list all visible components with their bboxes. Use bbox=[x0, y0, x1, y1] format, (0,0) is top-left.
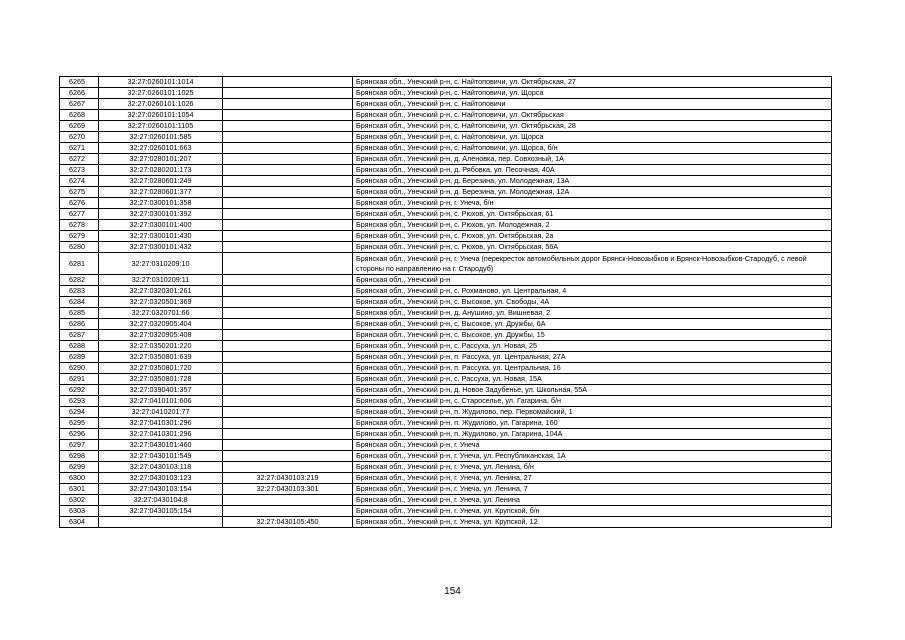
row-number-cell: 6296 bbox=[60, 429, 99, 440]
related-cadastral-number-cell bbox=[223, 209, 353, 220]
cadastral-number-cell: 32:27:0280101:207 bbox=[99, 154, 223, 165]
row-number-cell: 6303 bbox=[60, 506, 99, 517]
cadastral-number-cell: 32:27:0350801:720 bbox=[99, 363, 223, 374]
row-number-cell: 6278 bbox=[60, 220, 99, 231]
cadastral-number-cell: 32:27:0320905:408 bbox=[99, 330, 223, 341]
related-cadastral-number-cell bbox=[223, 495, 353, 506]
related-cadastral-number-cell bbox=[223, 341, 353, 352]
row-number-cell: 6268 bbox=[60, 110, 99, 121]
row-number-cell: 6294 bbox=[60, 407, 99, 418]
related-cadastral-number-cell bbox=[223, 429, 353, 440]
related-cadastral-number-cell bbox=[223, 242, 353, 253]
row-number-cell: 6281 bbox=[60, 253, 99, 275]
address-cell: Брянская обл., Унечский р-н, с. Рассуха, ул. Новая, 15А bbox=[353, 374, 832, 385]
table-row bbox=[60, 88, 832, 99]
cadastral-number-cell: 32:27:0430105:154 bbox=[99, 506, 223, 517]
table-row bbox=[60, 363, 832, 374]
table-row bbox=[60, 484, 832, 495]
table-row bbox=[60, 440, 832, 451]
table-row bbox=[60, 341, 832, 352]
related-cadastral-number-cell bbox=[223, 187, 353, 198]
address-cell: Брянская обл., Унечский р-н, д. Новое Задубенье, ул. Школьная, 55А bbox=[353, 385, 832, 396]
table-row bbox=[60, 462, 832, 473]
row-number-cell: 6285 bbox=[60, 308, 99, 319]
related-cadastral-number-cell bbox=[223, 352, 353, 363]
row-number-cell: 6277 bbox=[60, 209, 99, 220]
related-cadastral-number-cell bbox=[223, 407, 353, 418]
related-cadastral-number-cell bbox=[223, 176, 353, 187]
cadastral-number-cell: 32:27:0260101:1026 bbox=[99, 99, 223, 110]
cadastral-number-cell: 32:27:0410201:77 bbox=[99, 407, 223, 418]
address-cell: Брянская обл., Унечский р-н, г. Унеча, б/н bbox=[353, 198, 832, 209]
table-row bbox=[60, 231, 832, 242]
cadastral-number-cell: 32:27:0300101:400 bbox=[99, 220, 223, 231]
address-cell: Брянская обл., Унечский р-н, с. Найтоповичи, ул. Октябрьская, 28 bbox=[353, 121, 832, 132]
address-cell: Брянская обл., Унечский р-н, п. Рассуха, ул. Центральная, 27А bbox=[353, 352, 832, 363]
cadastral-number-cell: 32:27:0350801:639 bbox=[99, 352, 223, 363]
table-row bbox=[60, 385, 832, 396]
address-cell: Брянская обл., Унечский р-н, с. Рассуха, ул. Новая, 25 bbox=[353, 341, 832, 352]
cadastral-number-cell: 32:27:0260101:1025 bbox=[99, 88, 223, 99]
related-cadastral-number-cell bbox=[223, 297, 353, 308]
address-cell: Брянская обл., Унечский р-н, д. Березина, ул. Молодежная, 12А bbox=[353, 187, 832, 198]
address-cell: Брянская обл., Унечский р-н, с. Найтоповичи, ул. Щорса bbox=[353, 132, 832, 143]
related-cadastral-number-cell bbox=[223, 330, 353, 341]
cadastral-number-cell: 32:27:0390401:357 bbox=[99, 385, 223, 396]
cadastral-number-cell: 32:27:0410301:296 bbox=[99, 429, 223, 440]
table-row bbox=[60, 154, 832, 165]
related-cadastral-number-cell bbox=[223, 462, 353, 473]
table-row bbox=[60, 396, 832, 407]
table-row bbox=[60, 330, 832, 341]
related-cadastral-number-cell bbox=[223, 286, 353, 297]
table-row bbox=[60, 352, 832, 363]
address-cell: Брянская обл., Унечский р-н, д. Анушино, ул. Вишневая, 2 bbox=[353, 308, 832, 319]
address-cell: Брянская обл., Унечский р-н, с. Старосельe, ул. Гагарина, б/н bbox=[353, 396, 832, 407]
table-row bbox=[60, 132, 832, 143]
cadastral-number-cell: 32:27:0300101:430 bbox=[99, 231, 223, 242]
cadastral-number-cell: 32:27:0430101:549 bbox=[99, 451, 223, 462]
address-cell: Брянская обл., Унечский р-н, с. Высокое, ул. Свободы, 4А bbox=[353, 297, 832, 308]
address-cell: Брянская обл., Унечский р-н, с. Высокое, ул. Дружбы, 6А bbox=[353, 319, 832, 330]
table-row bbox=[60, 429, 832, 440]
related-cadastral-number-cell bbox=[223, 308, 353, 319]
address-cell: Брянская обл., Унечский р-н, с. Высокое, ул. Дружбы, 15 bbox=[353, 330, 832, 341]
cadastral-number-cell: 32:27:0280201:173 bbox=[99, 165, 223, 176]
cadastral-number-cell: 32:27:0260101:1105 bbox=[99, 121, 223, 132]
address-cell: Брянская обл., Унечский р-н, г. Унеча, ул. Республиканская, 1А bbox=[353, 451, 832, 462]
related-cadastral-number-cell bbox=[223, 165, 353, 176]
table-row bbox=[60, 473, 832, 484]
row-number-cell: 6286 bbox=[60, 319, 99, 330]
table-row bbox=[60, 418, 832, 429]
address-cell: Брянская обл., Унечский р-н, г. Унеча, ул. Крупской, 12 bbox=[353, 517, 832, 528]
table-row bbox=[60, 506, 832, 517]
cadastral-number-cell: 32:27:0300101:432 bbox=[99, 242, 223, 253]
address-cell: Брянская обл., Унечский р-н, п. Жудилово, пер. Первомайский, 1 bbox=[353, 407, 832, 418]
address-cell: Брянская обл., Унечский р-н, с. Рюхов, ул. Октябрьская, 61 bbox=[353, 209, 832, 220]
row-number-cell: 6282 bbox=[60, 275, 99, 286]
cadastral-number-cell: 32:27:0430103:123 bbox=[99, 473, 223, 484]
row-number-cell: 6293 bbox=[60, 396, 99, 407]
address-cell: Брянская обл., Унечский р-н, с. Найтоповичи, ул. Щорса, б/н bbox=[353, 143, 832, 154]
cadastral-number-cell: 32:27:0310209:10 bbox=[99, 253, 223, 275]
row-number-cell: 6265 bbox=[60, 77, 99, 88]
registry-table bbox=[59, 76, 832, 528]
cadastral-number-cell: 32:27:0310209:11 bbox=[99, 275, 223, 286]
related-cadastral-number-cell bbox=[223, 506, 353, 517]
cadastral-number-cell: 32:27:0410301:296 bbox=[99, 418, 223, 429]
table-row bbox=[60, 143, 832, 154]
row-number-cell: 6300 bbox=[60, 473, 99, 484]
cadastral-number-cell: 32:27:0280601:249 bbox=[99, 176, 223, 187]
related-cadastral-number-cell bbox=[223, 440, 353, 451]
address-cell: Брянская обл., Унечский р-н, г. Унеча, ул. Крупской, б/н bbox=[353, 506, 832, 517]
table-row bbox=[60, 99, 832, 110]
address-cell: Брянская обл., Унечский р-н, д. Рябовка, ул. Песочная, 40А bbox=[353, 165, 832, 176]
table-row bbox=[60, 209, 832, 220]
cadastral-number-cell: 32:27:0430103:154 bbox=[99, 484, 223, 495]
address-cell: Брянская обл., Унечский р-н, г. Унеча, ул. Ленина, 27 bbox=[353, 473, 832, 484]
related-cadastral-number-cell bbox=[223, 132, 353, 143]
table-row bbox=[60, 165, 832, 176]
table-row bbox=[60, 286, 832, 297]
related-cadastral-number-cell bbox=[223, 110, 353, 121]
row-number-cell: 6295 bbox=[60, 418, 99, 429]
cadastral-number-cell: 32:27:0260101:585 bbox=[99, 132, 223, 143]
cadastral-number-cell: 32:27:0280601:377 bbox=[99, 187, 223, 198]
related-cadastral-number-cell bbox=[223, 385, 353, 396]
related-cadastral-number-cell: 32:27:0430103:219 bbox=[223, 473, 353, 484]
row-number-cell: 6301 bbox=[60, 484, 99, 495]
address-cell: Брянская обл., Унечский р-н, г. Унеча, ул. Ленина, б/н bbox=[353, 462, 832, 473]
cadastral-number-cell: 32:27:0320301:261 bbox=[99, 286, 223, 297]
related-cadastral-number-cell bbox=[223, 88, 353, 99]
row-number-cell: 6288 bbox=[60, 341, 99, 352]
related-cadastral-number-cell bbox=[223, 418, 353, 429]
related-cadastral-number-cell bbox=[223, 451, 353, 462]
table-row bbox=[60, 187, 832, 198]
related-cadastral-number-cell: 32:27:0430105:450 bbox=[223, 517, 353, 528]
row-number-cell: 6299 bbox=[60, 462, 99, 473]
table-row bbox=[60, 253, 832, 275]
table-row bbox=[60, 242, 832, 253]
table-row bbox=[60, 319, 832, 330]
cadastral-number-cell: 32:27:0260101:663 bbox=[99, 143, 223, 154]
table-row bbox=[60, 495, 832, 506]
row-number-cell: 6273 bbox=[60, 165, 99, 176]
table-row bbox=[60, 275, 832, 286]
related-cadastral-number-cell bbox=[223, 253, 353, 275]
address-cell: Брянская обл., Унечский р-н, с. Рюхов, ул. Молодежная, 2 bbox=[353, 220, 832, 231]
row-number-cell: 6267 bbox=[60, 99, 99, 110]
related-cadastral-number-cell bbox=[223, 198, 353, 209]
row-number-cell: 6280 bbox=[60, 242, 99, 253]
cadastral-number-cell: 32:27:0430101:460 bbox=[99, 440, 223, 451]
related-cadastral-number-cell bbox=[223, 231, 353, 242]
related-cadastral-number-cell bbox=[223, 374, 353, 385]
related-cadastral-number-cell bbox=[223, 77, 353, 88]
address-cell: Брянская обл., Унечский р-н, с. Рюхов, ул. Октябрьская, 2а bbox=[353, 231, 832, 242]
registry-table-body bbox=[60, 77, 832, 528]
row-number-cell: 6272 bbox=[60, 154, 99, 165]
address-cell: Брянская обл., Унечский р-н, с. Найтоповичи bbox=[353, 99, 832, 110]
table-row bbox=[60, 451, 832, 462]
related-cadastral-number-cell: 32:27:0430103:301 bbox=[223, 484, 353, 495]
address-cell: Брянская обл., Унечский р-н, г. Унеча, ул. Ленина, 7 bbox=[353, 484, 832, 495]
related-cadastral-number-cell bbox=[223, 154, 353, 165]
cadastral-number-cell: 32:27:0430104:8 bbox=[99, 495, 223, 506]
related-cadastral-number-cell bbox=[223, 121, 353, 132]
cadastral-number-cell: 32:27:0300101:358 bbox=[99, 198, 223, 209]
related-cadastral-number-cell bbox=[223, 99, 353, 110]
related-cadastral-number-cell bbox=[223, 396, 353, 407]
row-number-cell: 6304 bbox=[60, 517, 99, 528]
cadastral-number-cell: 32:27:0320501:369 bbox=[99, 297, 223, 308]
related-cadastral-number-cell bbox=[223, 363, 353, 374]
cadastral-number-cell: 32:27:0260101:1054 bbox=[99, 110, 223, 121]
cadastral-number-cell: 32:27:0260101:1014 bbox=[99, 77, 223, 88]
address-cell: Брянская обл., Унечский р-н, с. Рюхов, ул. Октябрьская, 56А bbox=[353, 242, 832, 253]
table-row bbox=[60, 297, 832, 308]
row-number-cell: 6287 bbox=[60, 330, 99, 341]
related-cadastral-number-cell bbox=[223, 319, 353, 330]
cadastral-number-cell: 32:27:0350201:220 bbox=[99, 341, 223, 352]
address-cell: Брянская обл., Унечский р-н, с. Найтоповичи, ул. Октябрьская, 27 bbox=[353, 77, 832, 88]
row-number-cell: 6284 bbox=[60, 297, 99, 308]
table-row bbox=[60, 110, 832, 121]
row-number-cell: 6298 bbox=[60, 451, 99, 462]
table-row bbox=[60, 308, 832, 319]
cadastral-number-cell: 32:27:0320905:404 bbox=[99, 319, 223, 330]
row-number-cell: 6302 bbox=[60, 495, 99, 506]
page-number: 154 bbox=[444, 586, 461, 597]
table-row bbox=[60, 77, 832, 88]
row-number-cell: 6291 bbox=[60, 374, 99, 385]
address-cell: Брянская обл., Унечский р-н, с. Найтоповичи, ул. Щорса bbox=[353, 88, 832, 99]
table-row bbox=[60, 407, 832, 418]
row-number-cell: 6276 bbox=[60, 198, 99, 209]
row-number-cell: 6266 bbox=[60, 88, 99, 99]
row-number-cell: 6292 bbox=[60, 385, 99, 396]
related-cadastral-number-cell bbox=[223, 143, 353, 154]
cadastral-number-cell: 32:27:0350801:728 bbox=[99, 374, 223, 385]
address-cell: Брянская обл., Унечский р-н, п. Рассуха, ул. Центральная, 16 bbox=[353, 363, 832, 374]
address-cell: Брянская обл., Унечский р-н, г. Унеча, ул. Ленина bbox=[353, 495, 832, 506]
row-number-cell: 6283 bbox=[60, 286, 99, 297]
address-cell: Брянская обл., Унечский р-н bbox=[353, 275, 832, 286]
row-number-cell: 6290 bbox=[60, 363, 99, 374]
address-cell: Брянская обл., Унечский р-н, с. Найтоповичи, ул. Октябрьская bbox=[353, 110, 832, 121]
address-cell: Брянская обл., Унечский р-н, с. Рохманово, ул. Центральная, 4 bbox=[353, 286, 832, 297]
address-cell: Брянская обл., Унечский р-н, г. Унеча (перекресток автомобильных дорог Брянск-Новозыбков и Брянск-Новозыбков-Стародуб, с левой стороны по направлению на г. Стародуб) bbox=[353, 253, 832, 275]
row-number-cell: 6270 bbox=[60, 132, 99, 143]
row-number-cell: 6275 bbox=[60, 187, 99, 198]
row-number-cell: 6297 bbox=[60, 440, 99, 451]
related-cadastral-number-cell bbox=[223, 275, 353, 286]
table-row bbox=[60, 220, 832, 231]
address-cell: Брянская обл., Унечский р-н, г. Унеча bbox=[353, 440, 832, 451]
address-cell: Брянская обл., Унечский р-н, д. Аленовка, пер. Совхозный, 1А bbox=[353, 154, 832, 165]
row-number-cell: 6274 bbox=[60, 176, 99, 187]
address-cell: Брянская обл., Унечский р-н, п. Жудилово, ул. Гагарина, 104А bbox=[353, 429, 832, 440]
table-row bbox=[60, 517, 832, 528]
address-cell: Брянская обл., Унечский р-н, д. Березина, ул. Молодежная, 13А bbox=[353, 176, 832, 187]
row-number-cell: 6269 bbox=[60, 121, 99, 132]
row-number-cell: 6271 bbox=[60, 143, 99, 154]
row-number-cell: 6289 bbox=[60, 352, 99, 363]
table-row bbox=[60, 121, 832, 132]
cadastral-number-cell bbox=[99, 517, 223, 528]
related-cadastral-number-cell bbox=[223, 220, 353, 231]
cadastral-number-cell: 32:27:0300101:392 bbox=[99, 209, 223, 220]
cadastral-number-cell: 32:27:0430103:118 bbox=[99, 462, 223, 473]
row-number-cell: 6279 bbox=[60, 231, 99, 242]
cadastral-number-cell: 32:27:0410101:606 bbox=[99, 396, 223, 407]
cadastral-number-cell: 32:27:0320701:66 bbox=[99, 308, 223, 319]
table-row bbox=[60, 176, 832, 187]
address-cell: Брянская обл., Унечский р-н, п. Жудилово, ул. Гагарина, 160 bbox=[353, 418, 832, 429]
table-row bbox=[60, 374, 832, 385]
table-row bbox=[60, 198, 832, 209]
